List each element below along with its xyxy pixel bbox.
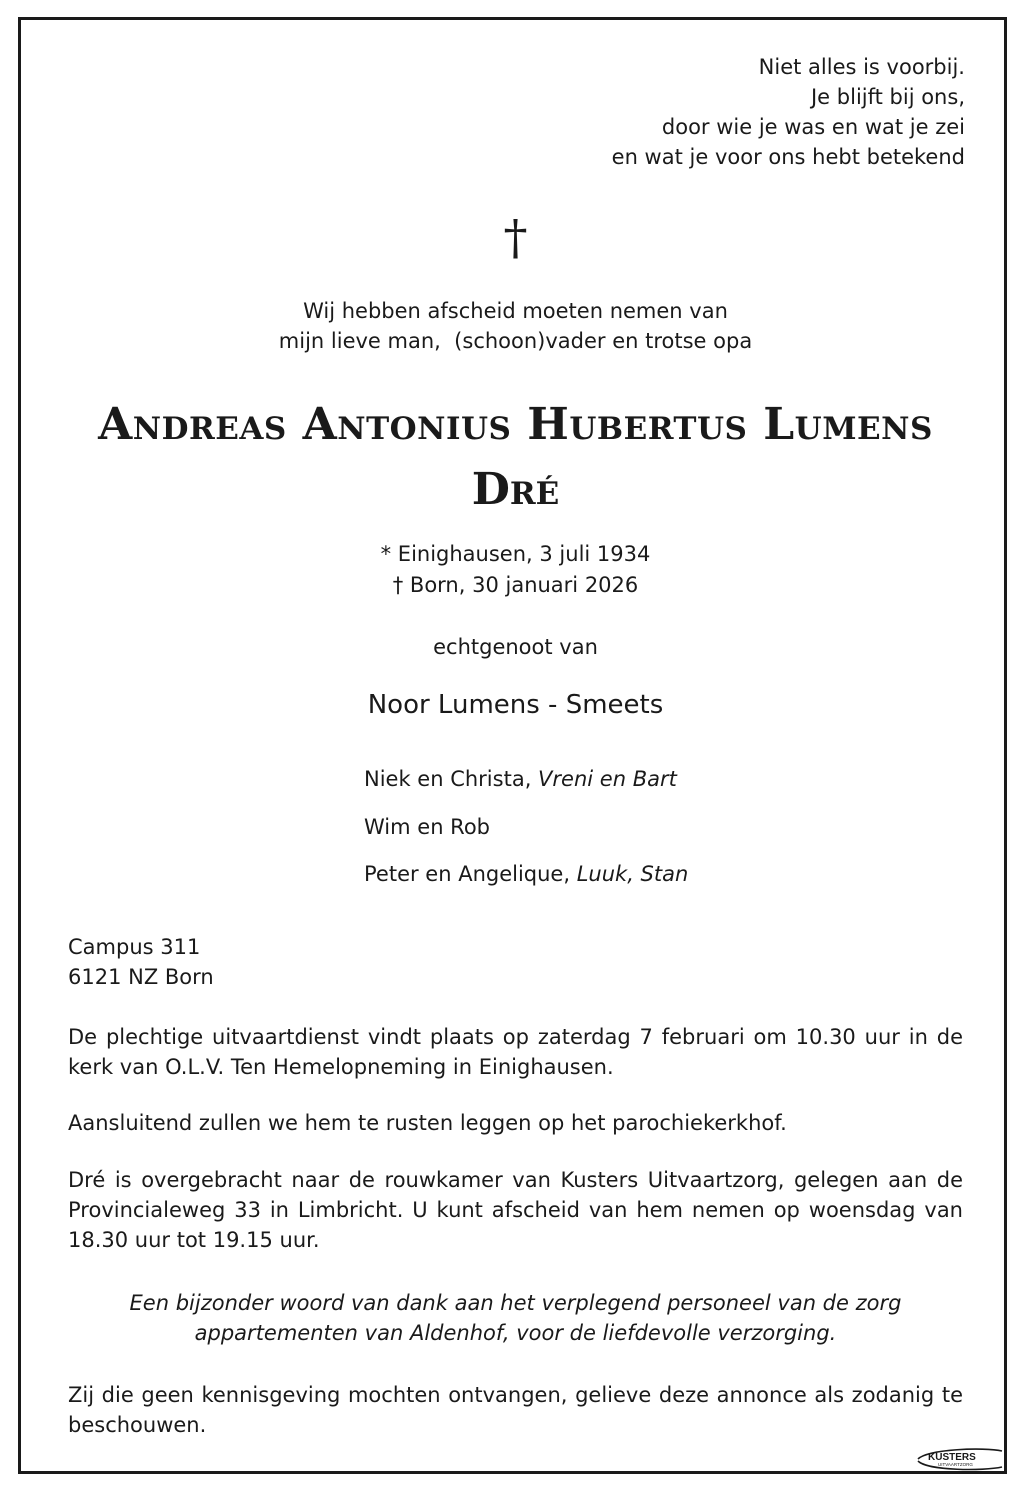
family-names: Niek en Christa, [364,767,539,791]
poem-line: en wat je voor ons hebt betekend [611,145,965,169]
death-date: † Born, 30 januari 2026 [392,573,639,597]
notice-paragraph: Zij die geen kennisgeving mochten ontvangen, gelieve deze annonce als zodanig te beschouwen. [68,1383,963,1437]
family-names: Peter en Angelique, [364,862,577,886]
address-city: 6121 NZ Born [68,965,214,989]
intro-text [0,296,1031,356]
family-row [364,812,688,860]
family-list [364,764,688,907]
poem [612,52,965,172]
thanks-line: appartementen van Aldenhof, voor de liefdevolle verzorging. [194,1321,837,1345]
logo-name: KUSTERS [928,1452,976,1463]
thanks-text [68,1288,963,1348]
grandchildren-names: Vreni en Bart [538,767,677,791]
thanks-line: Een bijzonder woord van dank aan het verplegend personeel van de zorg [129,1291,902,1315]
deceased-full-name: Andreas Antonius Hubertus Lumens [98,399,933,450]
spouse-name: Noor Lumens - Smeets [367,690,664,720]
burial-paragraph: Aansluitend zullen we hem te rusten leggen op het parochiekerkhof. [68,1111,787,1135]
viewing-paragraph: Dré is overgebracht naar de rouwkamer van Kusters Uitvaartzorg, gelegen aan de Provincialeweg 33 in Limbricht. U kunt afscheid van hem nemen op woensdag van 18.30 uur tot 19.15 uur. [68,1168,963,1252]
deceased-nickname: Dré [471,464,560,515]
poem-line: door wie je was en wat je zei [661,115,965,139]
intro-line: mijn lieve man, (schoon)vader en trotse opa [278,329,753,353]
address [68,932,214,992]
grandchildren-names: Luuk, Stan [576,862,689,886]
intro-line: Wij hebben afscheid moeten nemen van [303,299,728,323]
birth-date: * Einighausen, 3 juli 1934 [380,542,651,566]
spouse-label: echtgenoot van [433,635,598,659]
logo-tagline: UITVAARTZORG [938,1462,973,1467]
address-street: Campus 311 [68,935,201,959]
poem-line: Je blijft bij ons, [810,85,965,109]
family-row [364,859,688,907]
poem-line: Niet alles is voorbij. [758,55,965,79]
family-row [364,764,688,812]
cross-icon: † [503,210,528,266]
life-dates [0,539,1031,601]
family-names: Wim en Rob [364,814,490,839]
kusters-logo [914,1445,1006,1473]
service-paragraph: De plechtige uitvaartdienst vindt plaats op zaterdag 7 februari om 10.30 uur in de kerk van O.L.V. Ten Hemelopneming in Einighausen. [68,1025,963,1079]
